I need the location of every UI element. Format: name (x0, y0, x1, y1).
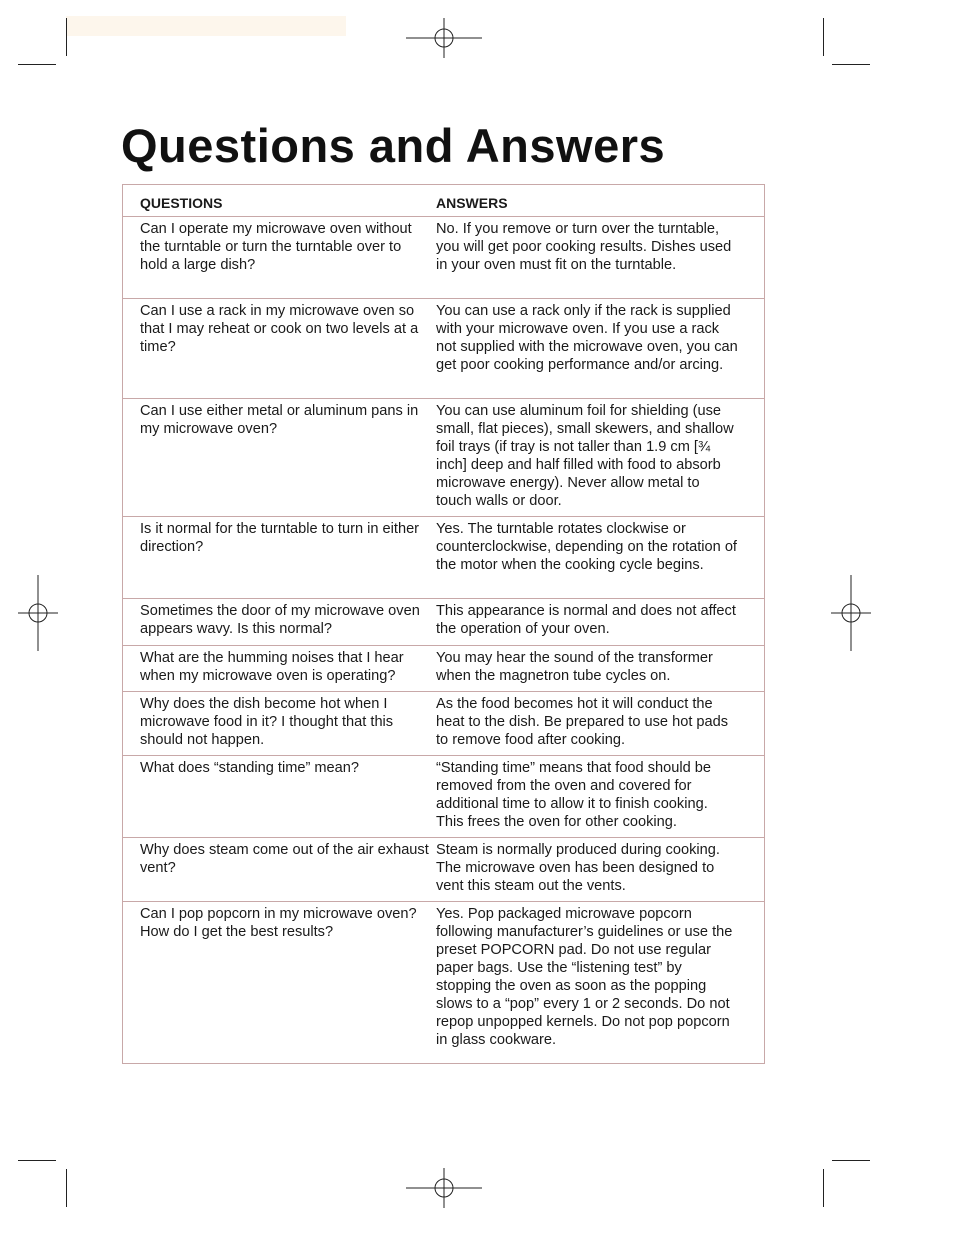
table-row (123, 298, 764, 398)
question-cell: Can I use either metal or aluminum pans in my microwave oven? (140, 403, 419, 437)
question-cell: Can I use a rack in my microwave oven so that I may reheat or cook on two levels at a time? (140, 303, 419, 355)
table-row (123, 645, 764, 691)
registration-mark-icon (18, 575, 58, 651)
crop-mark (823, 1169, 824, 1207)
questions-column-header: QUESTIONS (140, 195, 223, 211)
answer-cell: You may hear the sound of the transformer when the magnetron tube cycles on. (436, 650, 713, 684)
table-row (123, 598, 764, 645)
table-row (123, 691, 764, 755)
crop-mark (832, 1160, 870, 1161)
registration-mark-icon (406, 1168, 482, 1208)
answer-cell: This appearance is normal and does not affect the operation of your oven. (436, 603, 736, 637)
table-header-row (123, 185, 764, 216)
table-row (123, 755, 764, 837)
answer-cell: Yes. The turntable rotates clockwise or counterclockwise, depending on the rotation of the motor when the cooking cycle begins. (436, 521, 737, 573)
question-cell: Why does the dish become hot when I microwave food in it? I thought that this should not happen. (140, 696, 394, 748)
registration-mark-icon (831, 575, 871, 651)
crop-mark (18, 1160, 56, 1161)
table-row (123, 398, 764, 516)
crop-mark (823, 18, 824, 56)
answer-cell: Steam is normally produced during cooking. The microwave oven has been designed to vent this steam out the vents. (436, 842, 720, 894)
answer-cell: You can use a rack only if the rack is supplied with your microwave oven. If you use a rack not supplied with the microwave oven, you can get poor cooking performance and/or arcing. (436, 303, 738, 373)
table-row (123, 216, 764, 298)
qa-table (122, 184, 765, 1064)
question-cell: What does “standing time” mean? (140, 760, 360, 776)
crop-mark (832, 64, 870, 65)
color-tint-strip (66, 16, 346, 36)
question-cell: Can I pop popcorn in my microwave oven? How do I get the best results? (140, 906, 417, 940)
table-row (123, 901, 764, 1063)
question-cell: Why does steam come out of the air exhaust vent? (140, 842, 429, 876)
answer-cell: As the food becomes hot it will conduct the heat to the dish. Be prepared to use hot pads to remove food after cooking. (436, 696, 729, 748)
answer-cell: No. If you remove or turn over the turntable, you will get poor cooking results. Dishes used in your oven must fit on the turntable. (436, 221, 732, 273)
table-row (123, 837, 764, 901)
answers-column-header: ANSWERS (436, 195, 508, 211)
table-row (123, 516, 764, 598)
page-title: Questions and Answers (121, 119, 666, 172)
answer-cell: Yes. Pop packaged microwave popcorn following manufacturer’s guidelines or use the preset POPCORN pad. Do not use regular paper bags. Use the “listening test” by stopping the oven as soon as the popping slows to a “pop” every 1 or 2 seconds. Do not repop unpopped kernels. Do not pop popcorn in glass cookware. (436, 906, 733, 1048)
answer-cell: You can use aluminum foil for shielding (use small, flat pieces), small skewers, and shallow foil trays (if tray is not taller than 1.9 cm [¾ inch] deep and half filled with food to absorb microwave energy). Never allow metal to touch walls or door. (436, 403, 734, 509)
crop-mark (66, 1169, 67, 1207)
answer-cell: “Standing time” means that food should be removed from the oven and covered for additional time to allow it to finish cooking. This frees the oven for other cooking. (436, 760, 712, 830)
crop-mark (66, 18, 67, 56)
question-cell: What are the humming noises that I hear when my microwave oven is operating? (140, 650, 404, 684)
registration-mark-icon (406, 18, 482, 58)
crop-mark (18, 64, 56, 65)
question-cell: Sometimes the door of my microwave oven appears wavy. Is this normal? (140, 603, 420, 637)
question-cell: Can I operate my microwave oven without the turntable or turn the turntable over to hold a large dish? (140, 221, 412, 273)
question-cell: Is it normal for the turntable to turn in either direction? (140, 521, 420, 555)
